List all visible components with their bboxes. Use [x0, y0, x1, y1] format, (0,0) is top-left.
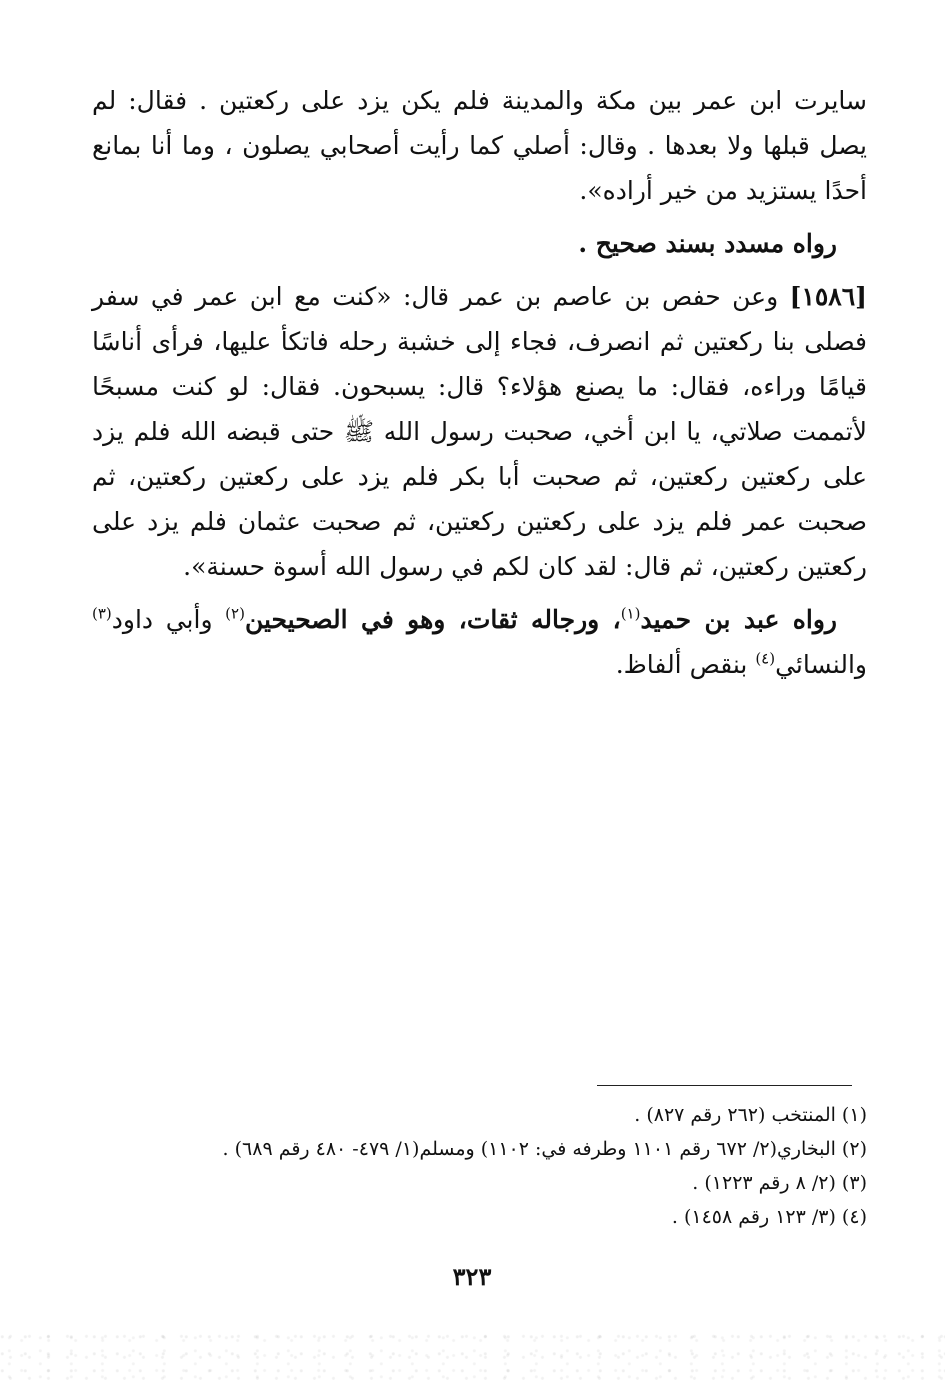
- paragraph-text: وعن حفص بن عاصم بن عمر قال: «كنت مع ابن عمر في سفر فصلى بنا ركعتين ثم انصرف، فجاء إلى خشبة رحله فاتكأ عليها، فرأى أناسًا قيامًا وراءه، فقال: ما يصنع هؤلاء؟ قال: يسبحون. فقال: لو كنت مسبحًا لأتممت صلاتي، يا ابن أخي، صحبت رسول الله ﷺ حتى قبضه الله فلم يزد على ركعتين ركعتين، ثم صحبت أبا بكر فلم يزد على ركعتين ركعتين، ثم صحبت عمر فلم يزد على ركعتين ركعتين، ثم صحبت عثمان فلم يزد على ركعتين ركعتين، ثم قال: لقد كان لكم في رسول الله أسوة حسنة».: [92, 282, 867, 581]
- paragraph-hadith-continuation: [92, 78, 867, 213]
- takhrij-text: ، ورجاله ثقات، وهو في الصحيحين: [244, 605, 621, 634]
- hadith-number: [١٥٨٦]: [789, 282, 867, 311]
- footnote-ref: (١): [620, 604, 641, 623]
- footnote-ref: (٣): [92, 604, 112, 623]
- footnote-3: (٣) (٢/ ٨ رقم ١٢٢٣) .: [692, 1172, 867, 1194]
- scan-noise: [0, 1330, 945, 1381]
- footnote-2: (٢) البخاري(٢/ ٦٧٢ رقم ١١٠١ وطرفه في: ١١٠٢) ومسلم(١/ ٤٧٩- ٤٨٠ رقم ٦٨٩) .: [222, 1138, 867, 1160]
- footnotes: [92, 1098, 867, 1234]
- paragraph-text: رواه مسدد بسند صحيح .: [578, 229, 837, 258]
- footnote-4: (٤) (٣/ ١٢٣ رقم ١٤٥٨) .: [671, 1206, 867, 1228]
- main-text: [92, 78, 867, 687]
- paragraph-takhrij: [92, 597, 867, 687]
- footnote-ref: (٤): [755, 649, 776, 668]
- takhrij-text: رواه عبد بن حميد: [640, 605, 838, 634]
- paragraph-hadith-1586: [92, 274, 867, 589]
- footnote-1: (١) المنتخب (٢٦٢ رقم ٨٢٧) .: [634, 1104, 867, 1126]
- page-number: ٣٢٣: [452, 1262, 492, 1291]
- paragraph-narration-grading: [92, 221, 867, 266]
- footnote-separator: [597, 1085, 852, 1086]
- takhrij-text: والنسائي: [775, 650, 867, 679]
- paragraph-text: سايرت ابن عمر بين مكة والمدينة فلم يكن يزد على ركعتين . فقال: لم يصل قبلها ولا بعدها . وقال: أصلي كما رأيت أصحابي يصلون ، وما أنا بمانع أحدًا يستزيد من خير أراده».: [92, 86, 867, 205]
- footnote-ref: (٢): [225, 604, 245, 623]
- takhrij-text: بنقص ألفاظ.: [615, 650, 756, 679]
- takhrij-text: وأبي داود: [111, 605, 226, 634]
